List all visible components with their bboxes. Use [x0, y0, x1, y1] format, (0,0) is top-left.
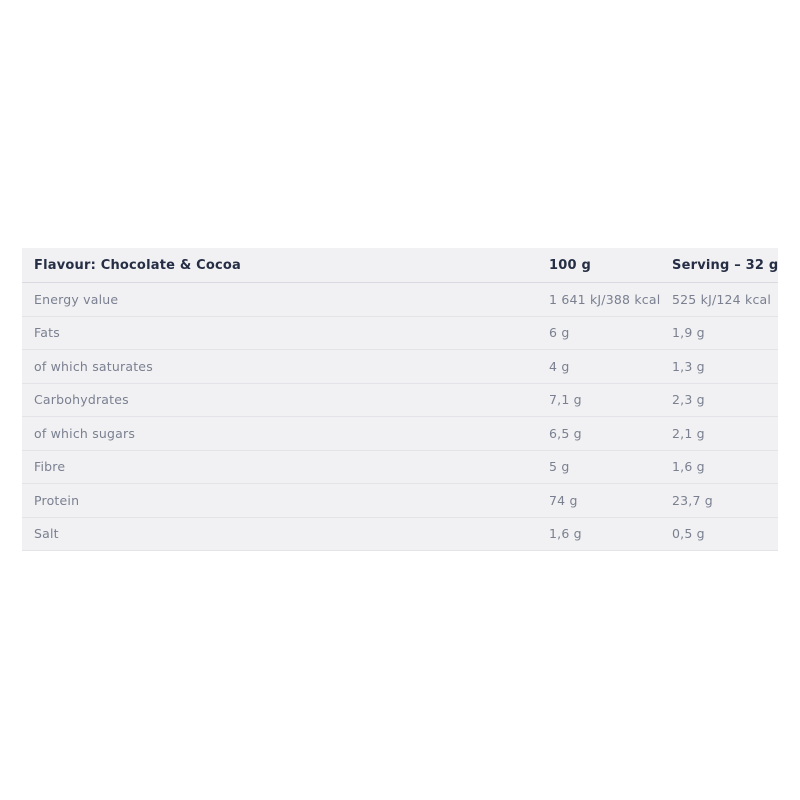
value-per-100g: 1 641 kJ/388 kcal — [549, 291, 661, 307]
value-per-serving: 2,3 g — [672, 392, 705, 408]
value-per-100g: 5 g — [549, 459, 570, 475]
nutrient-label: of which sugars — [34, 425, 136, 441]
value-per-100g: 4 g — [549, 358, 570, 374]
nutrient-row-salt — [22, 518, 778, 552]
value-per-100g: 6 g — [549, 325, 570, 341]
nutrient-label: Salt — [34, 526, 59, 542]
value-per-serving: 2,1 g — [672, 425, 705, 441]
nutrient-row-saturates — [22, 350, 778, 384]
value-per-serving: 1,6 g — [672, 459, 705, 475]
header-col-serving: Serving – 32 g — [672, 257, 779, 273]
nutrient-label: Protein — [34, 492, 80, 508]
value-per-serving: 525 kJ/124 kcal — [672, 291, 772, 307]
header-flavour: Flavour: Chocolate & Cocoa — [34, 257, 241, 273]
nutrition-table — [22, 248, 778, 551]
nutrient-label: Fats — [34, 325, 60, 341]
value-per-serving: 1,9 g — [672, 325, 705, 341]
value-per-100g: 6,5 g — [549, 425, 582, 441]
nutrient-row-protein — [22, 484, 778, 518]
nutrient-row-energy — [22, 283, 778, 317]
value-per-100g: 7,1 g — [549, 392, 582, 408]
value-per-100g: 74 g — [549, 492, 578, 508]
nutrient-label: Carbohydrates — [34, 392, 129, 408]
nutrient-row-fibre — [22, 451, 778, 485]
nutrient-label: Energy value — [34, 291, 119, 307]
value-per-serving: 1,3 g — [672, 358, 705, 374]
nutrient-row-fats — [22, 317, 778, 351]
header-col-100g: 100 g — [549, 257, 591, 273]
nutrient-label: of which saturates — [34, 358, 153, 374]
value-per-serving: 0,5 g — [672, 526, 705, 542]
nutrition-table-header-row — [22, 248, 778, 283]
value-per-100g: 1,6 g — [549, 526, 582, 542]
value-per-serving: 23,7 g — [672, 492, 713, 508]
nutrient-row-carbohydrates — [22, 384, 778, 418]
nutrient-label: Fibre — [34, 459, 66, 475]
nutrient-row-sugars — [22, 417, 778, 451]
